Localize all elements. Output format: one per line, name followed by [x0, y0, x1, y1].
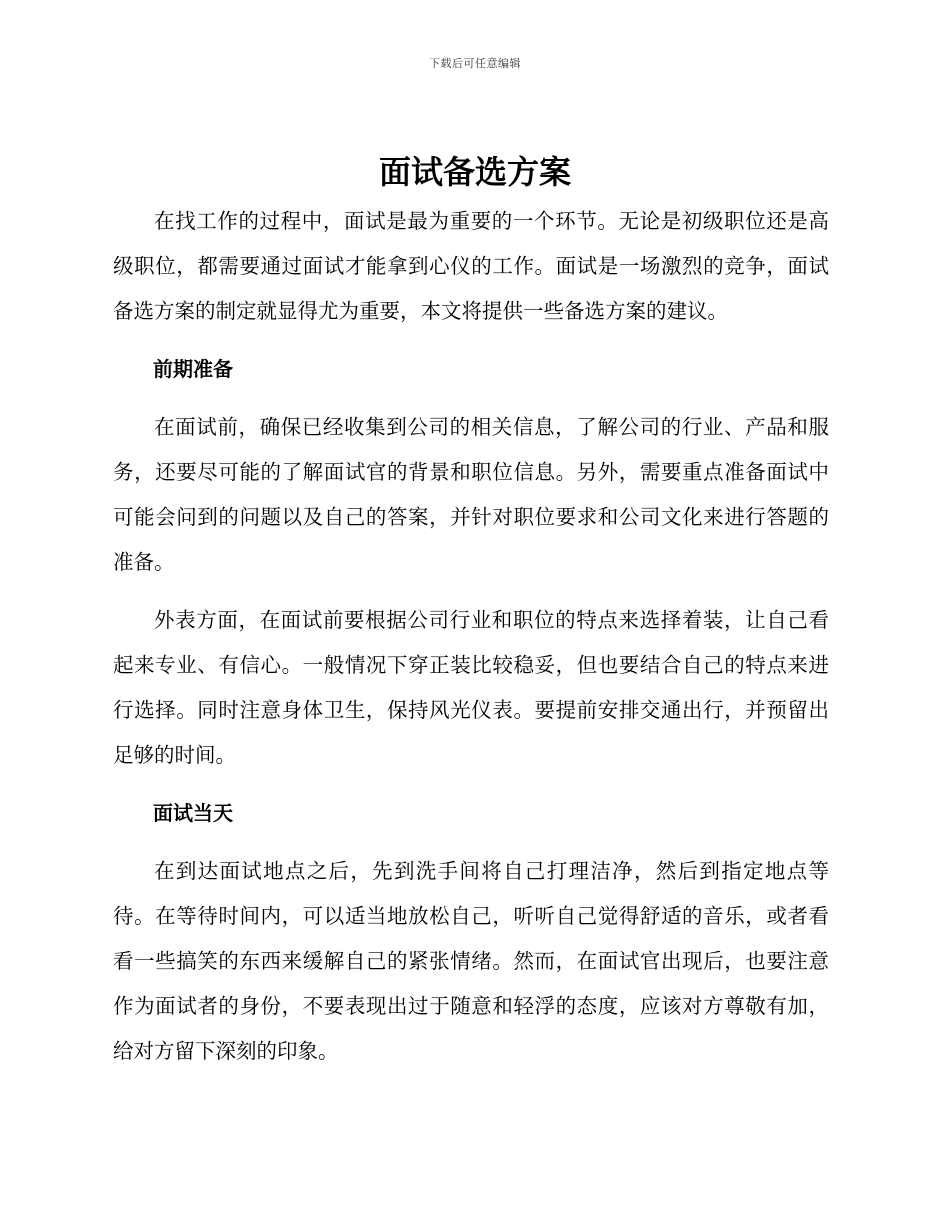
- preparation-paragraph-2: 外表方面，在面试前要根据公司行业和职位的特点来选择着装，让自己看起来专业、有信心。一般情况下穿正装比较稳妥，但也要结合自己的特点来进行选择。同时注意身体卫生，保持风光仪表。要提前安排交通出行，并预留出足够的时间。: [113, 608, 829, 767]
- preparation-paragraph-1: 在面试前，确保已经收集到公司的相关信息，了解公司的行业、产品和服务，还要尽可能的了解面试官的背景和职位信息。另外，需要重点准备面试中可能会问到的问题以及自己的答案，并针对职位要求和公司文化来进行答题的准备。: [113, 415, 829, 574]
- section-heading-preparation: 前期准备: [153, 357, 233, 381]
- document-title: 面试备选方案: [378, 153, 571, 191]
- interview-day-paragraph-1: 在到达面试地点之后，先到洗手间将自己打理洁净，然后到指定地点等待。在等待时间内，可以适当地放松自己，听听自己觉得舒适的音乐，或者看看一些搞笑的东西来缓解自己的紧张情绪。然而，在面试官出现后，也要注意作为面试者的身份，不要表现出过于随意和轻浮的态度，应该对方尊敬有加，给对方留下深刻的印象。: [113, 859, 829, 1063]
- section-heading-interview-day: 面试当天: [153, 801, 233, 825]
- document-body: [113, 199, 829, 1074]
- header-note: 下载后可任意编辑: [429, 57, 521, 70]
- intro-paragraph: 在找工作的过程中，面试是最为重要的一个环节。无论是初级职位还是高级职位，都需要通过面试才能拿到心仪的工作。面试是一场激烈的竞争，面试备选方案的制定就显得尤为重要，本文将提供一些备选方案的建议。: [113, 209, 829, 323]
